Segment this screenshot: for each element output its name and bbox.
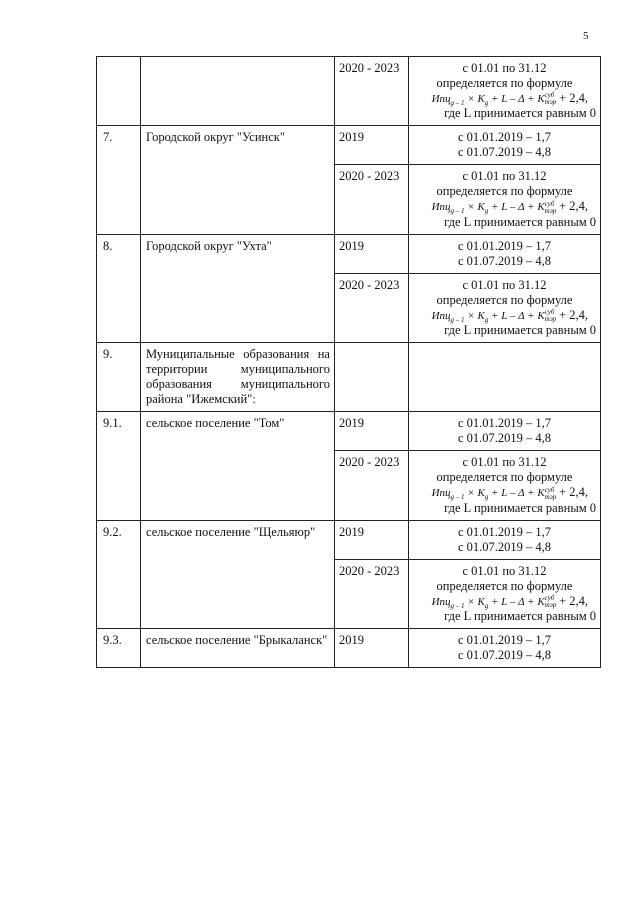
table-row: [97, 126, 601, 165]
formula-tail: + 2,4,: [559, 307, 588, 322]
year-cell: 2020 - 2023: [335, 451, 409, 520]
period-text: с 01.01 по 31.12: [462, 277, 547, 292]
date-line-2: с 01.07.2019 – 4,8: [457, 648, 552, 663]
formula-sub1: g – 1: [450, 493, 465, 502]
formula-sup-sub: суб: [544, 199, 555, 208]
formula-sup-sub: суб: [544, 594, 555, 603]
formula-k: K: [477, 93, 485, 105]
year-cell: 2020 - 2023: [335, 57, 409, 126]
value-cell: [409, 273, 601, 342]
formula-k: K: [477, 595, 485, 608]
value-cell: [409, 412, 601, 451]
formula-sup-sub: суб: [544, 308, 555, 317]
value-cell: [409, 57, 601, 126]
formula-sub-ter: тэр: [544, 98, 557, 107]
year-cell: 2019: [335, 520, 409, 559]
formula-ipc: Ипц: [431, 93, 451, 105]
value-cell: [409, 165, 601, 234]
table-row: [97, 412, 601, 451]
formula-tail: + 2,4,: [559, 593, 588, 608]
period-text: с 01.01 по 31.12: [462, 169, 547, 184]
formula-sup-sub: суб: [544, 485, 555, 494]
formula-times: ×: [467, 93, 475, 105]
formula-ipc: Ипц: [431, 595, 451, 608]
formula-sub-ter: тэр: [544, 206, 557, 215]
formula: [413, 91, 596, 106]
determined-text: определяется по формуле: [436, 76, 573, 90]
formula-sub-ter: тэр: [544, 492, 557, 501]
formula-sub-g: g: [484, 493, 489, 502]
formula-plus-l: + L – Δ + K: [491, 93, 545, 105]
date-line-1: с 01.01.2019 – 1,7: [457, 238, 552, 253]
year-cell: 2020 - 2023: [335, 165, 409, 234]
formula-plus-l: + L – Δ + K: [491, 201, 545, 214]
value-cell: [409, 234, 601, 273]
period-text: с 01.01 по 31.12: [462, 61, 547, 75]
municipality-name: сельское поселение "Щельяюр": [141, 520, 335, 628]
year-cell: 2020 - 2023: [335, 273, 409, 342]
row-number: 7.: [97, 126, 141, 234]
row-number: 8.: [97, 234, 141, 342]
date-line-2: с 01.07.2019 – 4,8: [457, 539, 552, 554]
formula-times: ×: [467, 487, 475, 500]
formula-sup-sub: суб: [544, 91, 555, 100]
date-line-1: с 01.01.2019 – 1,7: [457, 524, 552, 539]
date-line-1: с 01.01.2019 – 1,7: [457, 130, 552, 145]
formula-tail: + 2,4,: [559, 485, 588, 500]
formula-times: ×: [467, 201, 475, 214]
table-row: [97, 57, 601, 126]
formula-sub1: g – 1: [450, 602, 465, 611]
municipality-name: сельское поселение "Том": [141, 412, 335, 520]
municipality-name: Городской округ "Усинск": [141, 126, 335, 234]
determined-text: определяется по формуле: [436, 184, 573, 199]
period-text: с 01.01 по 31.12: [462, 455, 547, 470]
row-number: 9.3.: [97, 629, 141, 668]
where-l-text: где L принимается равным 0: [444, 500, 596, 515]
year-cell: 2019: [335, 412, 409, 451]
formula-plus-l: + L – Δ + K: [491, 595, 545, 608]
page-number: 5: [583, 30, 589, 42]
municipality-name: [141, 57, 335, 126]
where-l-text: где L принимается равным 0: [444, 214, 596, 229]
date-line-1: с 01.01.2019 – 1,7: [457, 416, 552, 431]
where-l-text: где L принимается равным 0: [444, 323, 596, 338]
formula-sub-g: g: [484, 602, 489, 611]
formula-k: K: [477, 309, 485, 322]
formula-tail: + 2,4,: [559, 199, 588, 214]
formula-plus-l: + L – Δ + K: [491, 309, 545, 322]
formula-sub-g: g: [484, 99, 489, 108]
value-cell: [409, 451, 601, 520]
municipality-name: сельское поселение "Брыкаланск": [141, 629, 335, 668]
table-row: [97, 343, 601, 412]
formula-ipc: Ипц: [431, 201, 451, 214]
formula-k: K: [477, 201, 485, 214]
value-cell: [409, 126, 601, 165]
value-cell: [409, 629, 601, 668]
table-body: [97, 57, 601, 668]
table-row: [97, 629, 601, 668]
year-cell: 2019: [335, 234, 409, 273]
where-l-text: где L принимается равным 0: [444, 106, 596, 121]
tariff-table: [96, 56, 601, 668]
row-number: [97, 57, 141, 126]
determined-text: определяется по формуле: [436, 292, 573, 307]
formula-sub-ter: тэр: [544, 315, 557, 324]
formula-tail: + 2,4,: [559, 91, 588, 105]
formula-plus-l: + L – Δ + K: [491, 487, 545, 500]
date-line-1: с 01.01.2019 – 1,7: [457, 633, 552, 648]
row-number: 9.2.: [97, 520, 141, 628]
value-cell: [409, 343, 601, 412]
row-number: 9.: [97, 343, 141, 412]
date-line-2: с 01.07.2019 – 4,8: [457, 145, 552, 160]
date-line-2: с 01.07.2019 – 4,8: [457, 431, 552, 446]
year-cell: 2019: [335, 126, 409, 165]
period-text: с 01.01 по 31.12: [462, 563, 547, 578]
determined-text: определяется по формуле: [436, 470, 573, 485]
formula-sub-g: g: [484, 316, 489, 325]
formula-ipc: Ипц: [431, 487, 451, 500]
date-line-2: с 01.07.2019 – 4,8: [457, 253, 552, 268]
value-cell: [409, 520, 601, 559]
formula-k: K: [477, 487, 485, 500]
formula: [413, 308, 596, 323]
formula: [413, 485, 596, 500]
row-number: 9.1.: [97, 412, 141, 520]
formula-sub-ter: тэр: [544, 601, 557, 610]
determined-text: определяется по формуле: [436, 578, 573, 593]
formula: [413, 199, 596, 214]
year-cell: [335, 343, 409, 412]
formula: [413, 594, 596, 609]
table-row: [97, 520, 601, 559]
formula-ipc: Ипц: [431, 309, 451, 322]
formula-times: ×: [467, 595, 475, 608]
formula-sub-g: g: [484, 207, 489, 216]
formula-times: ×: [467, 309, 475, 322]
formula-sub1: g – 1: [450, 99, 465, 108]
municipality-name: Муниципальные образования на территории муниципального образования муниципального района "Ижемский":: [141, 343, 335, 412]
value-cell: [409, 559, 601, 628]
formula-sub1: g – 1: [450, 207, 465, 216]
table-row: [97, 234, 601, 273]
year-cell: 2020 - 2023: [335, 559, 409, 628]
where-l-text: где L принимается равным 0: [444, 609, 596, 624]
year-cell: 2019: [335, 629, 409, 668]
municipality-name: Городской округ "Ухта": [141, 234, 335, 342]
formula-sub1: g – 1: [450, 316, 465, 325]
